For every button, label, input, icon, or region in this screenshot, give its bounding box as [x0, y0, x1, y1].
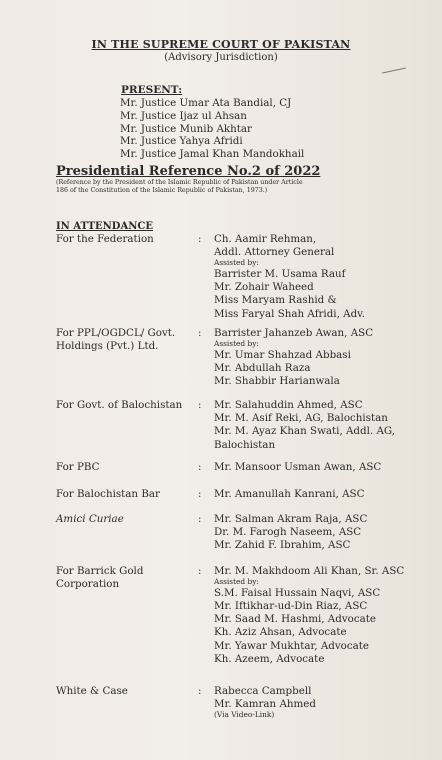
counsel-ppl-ogdcl: [214, 327, 436, 388]
reference-title: Presidential Reference No.2 of 2022: [56, 164, 321, 179]
counsel-federation: [214, 233, 436, 321]
colon-separator: :: [198, 399, 202, 411]
assistant-name: Miss Maryam Rashid &: [214, 294, 337, 307]
counsel-name: Mr. Salahuddin Ahmed, ASC: [214, 399, 363, 411]
counsel-name: Mr. Salman Akram Raja, ASC: [214, 513, 368, 525]
present-label: PRESENT:: [121, 84, 183, 96]
counsel-govt-balochistan: [214, 399, 436, 452]
counsel-barrick-gold: [214, 565, 436, 666]
colon-separator: :: [198, 233, 202, 245]
jurisdiction-subheading: (Advisory Jurisdiction): [164, 52, 278, 63]
counsel-amici-curiae: [214, 513, 436, 553]
judge-name: Mr. Justice Munib Akhtar: [120, 122, 252, 135]
colon-separator: :: [198, 513, 202, 525]
counsel-name: Mr. Amanullah Kanrani, ASC: [214, 488, 365, 500]
counsel-name: Mr. M. Ayaz Khan Swati, Addl. AG,: [214, 425, 396, 438]
pen-mark: [382, 68, 406, 74]
counsel-name: Mr. M. Asif Reki, AG, Balochistan: [214, 412, 388, 425]
assistant-name: Mr. Iftikhar-ud-Din Riaz, ASC: [214, 600, 368, 612]
assistant-name: Mr. Umar Shahzad Abbasi: [214, 348, 351, 361]
colon-separator: :: [198, 488, 202, 500]
party-barrick-gold: For Barrick Gold Corporation: [56, 565, 144, 591]
colon-separator: :: [198, 685, 202, 697]
assistant-name: Mr. Abdullah Raza: [214, 362, 311, 374]
counsel-name: Mr. Kamran Ahmed: [214, 698, 316, 711]
party-amici-curiae: Amici Curiae: [56, 513, 124, 525]
counsel-white-case: [214, 685, 436, 720]
counsel-name: Mr. M. Makhdoom Ali Khan, Sr. ASC: [214, 565, 405, 577]
court-heading: IN THE SUPREME COURT OF PAKISTAN: [91, 38, 351, 51]
counsel-name: Rabecca Campbell: [214, 685, 312, 697]
assistant-name: Mr. Zohair Waheed: [214, 281, 314, 294]
assistant-name: Mr. Yawar Mukhtar, Advocate: [214, 639, 370, 652]
assistant-name: Kh. Aziz Ahsan, Advocate: [214, 626, 347, 639]
assistant-name: Kh. Azeem, Advocate: [214, 652, 325, 665]
assistant-name: Mr. Shabbir Harianwala: [214, 375, 340, 388]
party-ppl-ogdcl: For PPL/OGDCL/ Govt. Holdings (Pvt.) Ltd.: [56, 327, 176, 353]
party-pbc: For PBC: [56, 461, 100, 473]
video-link-note: (Via Video-Link): [214, 710, 275, 720]
counsel-name: Barrister Jahanzeb Awan, ASC: [214, 327, 374, 339]
judge-name: Mr. Justice Umar Ata Bandial, CJ: [120, 97, 292, 109]
judge-name: Mr. Justice Jamal Khan Mandokhail: [120, 148, 305, 161]
assistant-name: Barrister M. Usama Rauf: [214, 268, 346, 280]
assistant-name: Mr. Saad M. Hashmi, Advocate: [214, 613, 376, 626]
counsel-name: Mr. Zahid F. Ibrahim, ASC: [214, 539, 351, 552]
assisted-by-label: Assisted by:: [214, 577, 259, 587]
assisted-by-label: Assisted by:: [214, 258, 259, 268]
counsel-name: Addl. Attorney General: [214, 246, 335, 259]
counsel-name: Dr. M. Farogh Naseem, ASC: [214, 526, 362, 539]
counsel-name: Mr. Mansoor Usman Awan, ASC: [214, 461, 382, 473]
reference-note: (Reference by the President of the Islamic Republic of Pakistan under Article 186 of the Constitution of the Islamic Republic of Pakistan, 1973.): [56, 179, 303, 195]
assistant-name: S.M. Faisal Hussain Naqvi, ASC: [214, 586, 381, 599]
assistant-name: Miss Faryal Shah Afridi, Adv.: [214, 307, 366, 320]
counsel-balochistan-bar: [214, 488, 436, 501]
counsel-pbc: [214, 461, 436, 474]
colon-separator: :: [198, 565, 202, 577]
colon-separator: :: [198, 461, 202, 473]
party-federation: For the Federation: [56, 233, 154, 245]
party-white-case: White & Case: [56, 685, 128, 697]
counsel-name: Ch. Aamir Rehman,: [214, 233, 317, 245]
colon-separator: :: [198, 327, 202, 339]
judge-name: Mr. Justice Ijaz ul Ahsan: [120, 109, 247, 122]
counsel-name: Balochistan: [214, 438, 276, 451]
judge-name: Mr. Justice Yahya Afridi: [120, 135, 243, 148]
party-balochistan-bar: For Balochistan Bar: [56, 488, 160, 500]
assisted-by-label: Assisted by:: [214, 339, 259, 349]
judges-list: [120, 97, 304, 161]
attendance-label: IN ATTENDANCE: [56, 221, 153, 232]
party-govt-balochistan: For Govt. of Balochistan: [56, 399, 183, 411]
